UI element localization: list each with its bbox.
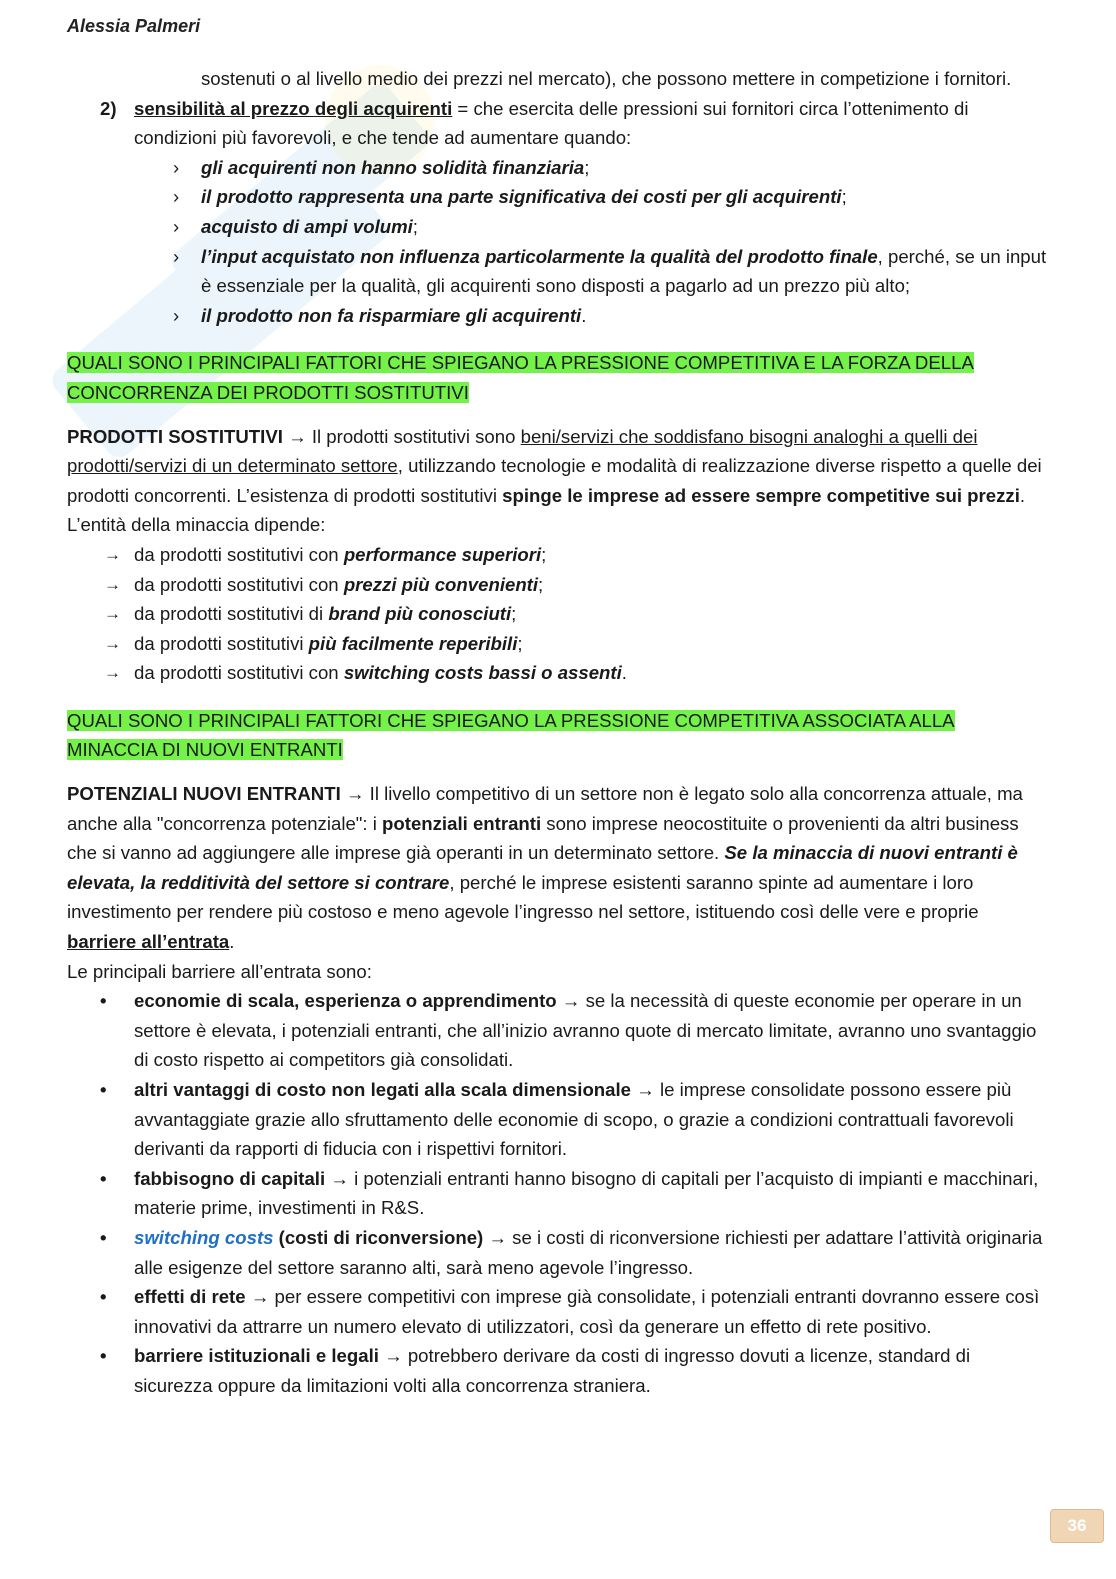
arrow-right-icon: → <box>245 1286 275 1308</box>
arrow-right-icon: → <box>104 663 121 683</box>
list-item: › il prodotto non fa risparmiare gli acquirenti. <box>201 301 1047 331</box>
continued-text: sostenuti o al livello medio dei prezzi nel mercato), che possono mettere in competizione i fornitori. <box>201 68 1012 89</box>
paragraph-substitutes: PRODOTTI SOSTITUTIVI → Il prodotti sostitutivi sono beni/servizi che soddisfano bisogni analoghi a quelli dei prodotti/servizi di un determinato settore, utilizzando tecnologie e modalità di realizzazione diverse rispetto a quelle dei prodotti concorrenti. L’esistenza di prodotti sostitutivi spinge le imprese ad essere sempre competitive sui prezzi. L’entità della minaccia dipende: <box>67 425 1042 536</box>
list-item: → da prodotti sostitutivi più facilmente reperibili; <box>134 629 1047 659</box>
list-item: • economie di scala, esperienza o apprendimento → se la necessità di queste economie per operare in un settore è elevata, i potenziali entranti, che all’inizio avranno quote di mercato limitate, avranno uno svantaggio di costo rispetto ai competitors già consolidati. <box>134 986 1047 1075</box>
arrow-right-icon: → <box>556 990 586 1012</box>
arrow-right-icon: → <box>631 1079 660 1100</box>
item-text: = che esercita delle pressioni sui fornitori circa l’ottenimento di condizioni più favorevoli, e che tende ad aumentare quando: <box>134 97 969 149</box>
list-item: → da prodotti sostitutivi con prezzi più convenienti; <box>134 570 1047 600</box>
item-number: 2) <box>100 97 117 119</box>
chevron-right-icon: › <box>173 304 180 326</box>
bullet-icon: • <box>100 1286 107 1308</box>
main-content <box>67 64 1047 1401</box>
bullet-icon: • <box>100 1079 107 1100</box>
sub-list <box>67 153 1047 331</box>
arrow-right-icon: → <box>104 544 121 564</box>
section-heading-new-entrants: QUALI SONO I PRINCIPALI FATTORI CHE SPIEGANO LA PRESSIONE COMPETITIVA ASSOCIATA ALLA MINACCIA DI NUOVI ENTRANTI <box>67 709 955 761</box>
chevron-right-icon: › <box>173 215 180 237</box>
arrow-right-icon: → <box>104 574 121 594</box>
arrow-right-icon: → <box>483 1226 513 1248</box>
list-item: › il prodotto rappresenta una parte significativa dei costi per gli acquirenti; <box>201 182 1047 212</box>
item-term: sensibilità al prezzo degli acquirenti <box>134 97 453 119</box>
arrow-right-icon: → <box>288 425 307 447</box>
numbered-item-2 <box>67 94 1047 153</box>
switching-costs-link[interactable]: switching costs <box>134 1226 274 1248</box>
list-item: • effetti di rete → per essere competitivi con imprese già consolidate, i potenziali entranti dovranno essere così innovativi da attrarre un numero elevato di utilizzatori, così da generare un effetto di rete positivo. <box>134 1282 1047 1341</box>
chevron-right-icon: › <box>173 245 180 267</box>
list-item: → da prodotti sostitutivi con switching costs bassi o assenti. <box>134 658 1047 688</box>
bullet-icon: • <box>100 990 107 1012</box>
list-item: • barriere istituzionali e legali → potrebbero derivare da costi di ingresso dovuti a licenze, standard di sicurezza oppure da limitazioni volti alla concorrenza straniera. <box>134 1341 1047 1400</box>
list-item: → da prodotti sostitutivi con performance superiori; <box>134 540 1047 570</box>
arrow-right-icon: → <box>378 1345 408 1367</box>
list-item: • fabbisogno di capitali → i potenziali entranti hanno bisogno di capitali per l’acquisto di impianti e macchinari, materie prime, investimenti in R&S. <box>134 1164 1047 1223</box>
bullet-icon: • <box>100 1167 107 1189</box>
page-number-badge: 36 <box>1050 1509 1104 1543</box>
arrow-right-icon: → <box>104 604 121 624</box>
chevron-right-icon: › <box>173 186 180 208</box>
list-item: › gli acquirenti non hanno solidità finanziaria; <box>201 153 1047 183</box>
barriers-intro: Le principali barriere all’entrata sono: <box>67 960 372 982</box>
substitutes-list <box>67 540 1047 688</box>
barriers-list <box>67 986 1047 1400</box>
author-name: Alessia Palmeri <box>67 16 201 36</box>
list-item: › l’input acquistato non influenza particolarmente la qualità del prodotto finale, perché, se un input è essenziale per la qualità, gli acquirenti sono disposti a pagarlo ad un prezzo più alto; <box>201 242 1047 301</box>
arrow-right-icon: → <box>104 633 121 653</box>
list-item: › acquisto di ampi volumi; <box>201 212 1047 242</box>
list-item: • switching costs (costi di riconversione) → se i costi di riconversione richiesti per adattare l’attività originaria alle esigenze del settore saranno alti, sarà meno agevole l’ingresso. <box>134 1223 1047 1282</box>
chevron-right-icon: › <box>173 156 180 178</box>
paragraph-new-entrants: POTENZIALI NUOVI ENTRANTI → Il livello competitivo di un settore non è legato solo alla concorrenza attuale, ma anche alla "concorrenza potenziale": i potenziali entranti sono imprese neocostituite o provenienti da altri business che si vanno ad aggiungere alle imprese già operanti in un determinato settore. Se la minaccia di nuovi entranti è elevata, la redditività del settore si contrare, perché le imprese esistenti saranno spinte ad aumentare i loro investimento per rendere più costoso e meno agevole l’ingresso nel settore, istituendo così delle vere e proprie barriere all’entrata. <box>67 783 1023 953</box>
arrow-right-icon: → <box>345 783 365 805</box>
arrow-right-icon: → <box>325 1167 355 1189</box>
list-item: → da prodotti sostitutivi di brand più conosciuti; <box>134 599 1047 629</box>
section-heading-substitutes: QUALI SONO I PRINCIPALI FATTORI CHE SPIEGANO LA PRESSIONE COMPETITIVA E LA FORZA DELLA CONCORRENZA DEI PRODOTTI SOSTITUTIVI <box>67 352 974 403</box>
list-item: • altri vantaggi di costo non legati alla scala dimensionale → le imprese consolidate possono essere più avvantaggiate grazie allo sfruttamento delle economie di scopo, o grazie a condizioni contrattuali favorevoli derivanti da rapporti di fiducia con i rispettivi fornitori. <box>134 1075 1047 1164</box>
bullet-icon: • <box>100 1345 107 1367</box>
bullet-icon: • <box>100 1226 107 1248</box>
